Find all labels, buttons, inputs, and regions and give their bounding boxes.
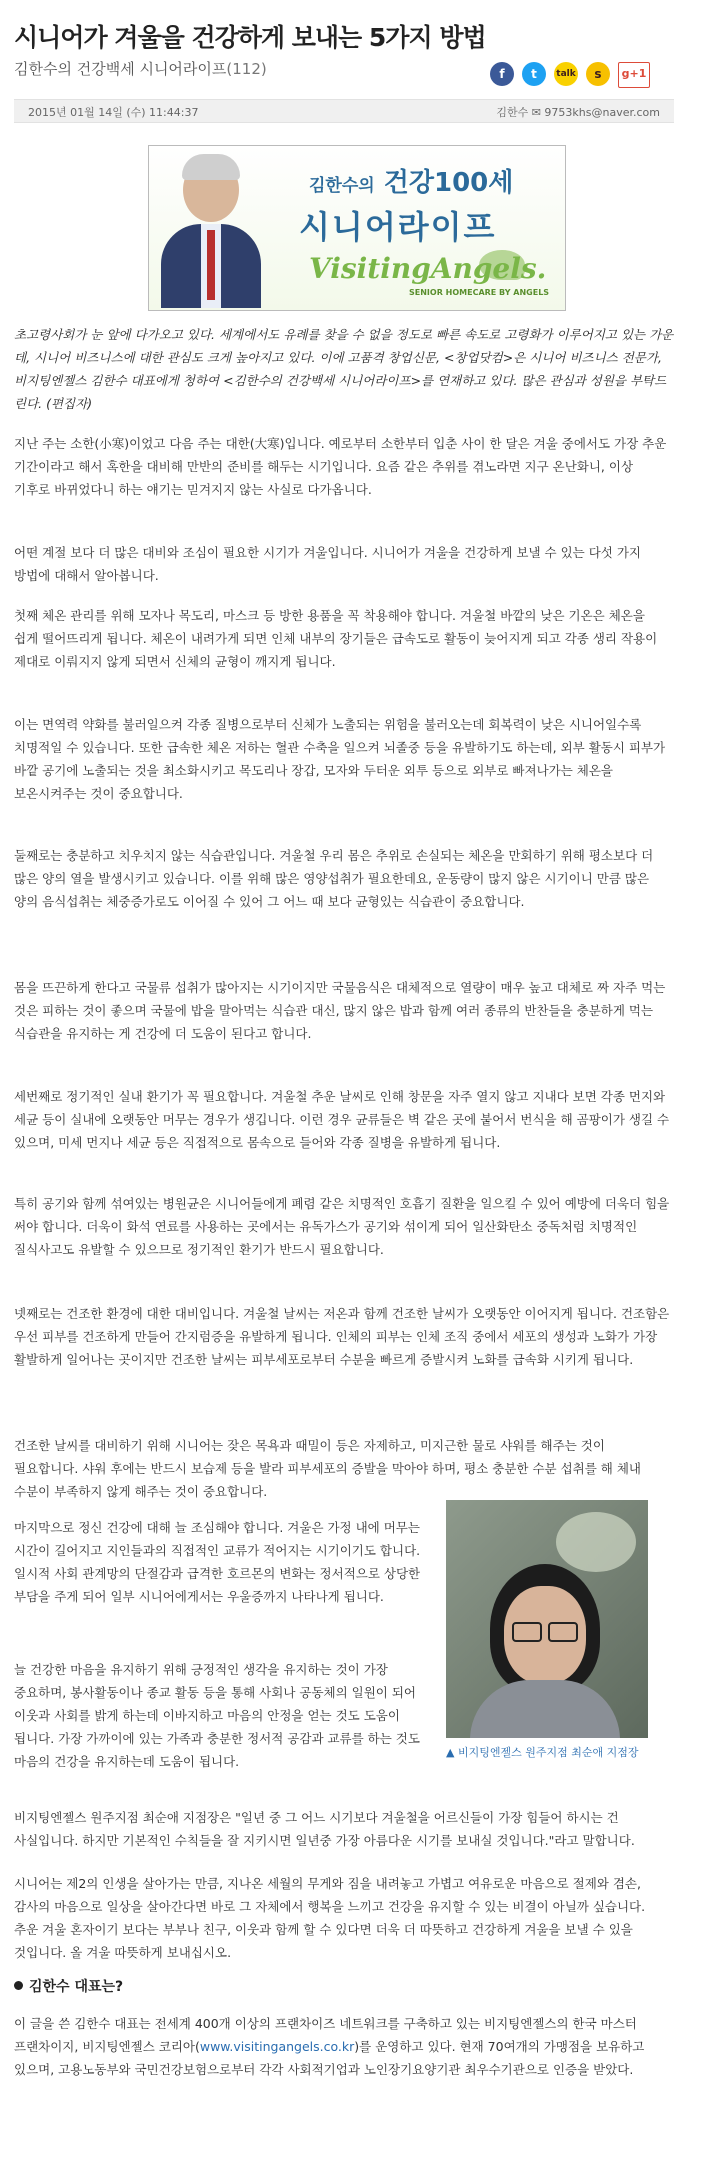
kakaotalk-icon[interactable]: talk [554,62,578,86]
paragraph: 특히 공기와 함께 섞여있는 병원균은 시니어들에게 폐렴 같은 치명적인 호흡기 질환을 일으킬 수 있어 예방에 더욱더 힘을 써야 합니다. 더욱이 화석 연료를 사용하는 곳에서는 유독가스가 공기와 섞이게 되어 일산화탄소 중독처럼 치명적인 질식사고도 유발할 수 있으므로 정기적인 환기가 반드시 필요합니다. [14,1196,670,1257]
paragraph: 마지막으로 정신 건강에 대해 늘 조심해야 합니다. 겨울은 가정 내에 머무는 시간이 길어지고 지인들과의 직접적인 교류가 적어지는 시기이기도 합니다. 일시적 사회 관계망의 단절감과 급격한 호르몬의 변화는 정서적으로 상당한 부담을 주게 되어 일부 시니어에게서는 우울증까지 나타나게 됩니다. [14,1520,421,1604]
paragraph: 넷째로는 건조한 환경에 대한 대비입니다. 겨울철 날씨는 저온과 함께 건조한 날씨가 오랫동안 이어지게 됩니다. 건조함은 우선 피부를 건조하게 만들어 간지럼증을 유발하게 됩니다. 인체의 피부는 인체 조직 중에서 세포의 생성과 노화가 가장 활발하게 일어나는 곳이지만 건조한 날씨는 피부세포로부터 수분을 빠르게 증발시켜 노화를 급속화 시키게 됩니다. [14,1306,670,1367]
banner-brand-sub: SENIOR HOMECARE BY ANGELS [409,288,550,297]
article-title: 시니어가 겨울을 건강하게 보내는 5가지 방법 [14,23,486,52]
twitter-icon[interactable]: t [522,62,546,86]
article-author[interactable]: 김한수 ✉ 9753khs@naver.com [496,106,660,119]
visitingangels-link[interactable]: www.visitingangels.co.kr [199,2039,355,2054]
author-portrait [155,150,265,306]
paragraph: 몸을 뜨끈하게 한다고 국물류 섭취가 많아지는 시기이지만 국물음식은 대체적으로 열량이 매우 높고 대체로 짜 자주 먹는 것은 피하는 것이 좋으며 국물에 밥을 말아먹는 식습관 대신, 많지 않은 밥과 함께 여러 종류의 반찬들을 충분하게 먹는 식습관을 유지하는 게 건강에 더 도움이 된다고 합니다. [14,980,666,1041]
paragraph: 둘째로는 충분하고 치우치지 않는 식습관입니다. 겨울철 우리 몸은 추위로 손실되는 체온을 만회하기 위해 평소보다 더 많은 양의 열을 발생시키고 있습니다. 이를 위해 많은 영양섭취가 필요한데요, 운동량이 많지 않은 시기이니 만큼 많은 양의 음식섭취는 체중증가로도 이어질 수 있어 그 어느 때 보다 균형있는 식습관이 중요합니다. [14,848,654,909]
article-series [14,58,267,79]
facebook-icon[interactable]: f [490,62,514,86]
profile-heading: 김한수 대표는? [14,1976,123,1996]
article-meta [14,99,674,123]
paragraph: 세번째로 정기적인 실내 환기가 꼭 필요합니다. 겨울철 추운 날씨로 인해 창문을 자주 열지 않고 지내다 보면 각종 먼지와 세균 등이 실내에 오랫동안 머무는 경우가 생깁니다. 이런 경우 균류들은 벽 같은 곳에 붙어서 번식을 해 곰팡이가 생길 수 있으며, 미세 먼지나 세균 등은 직접적으로 몸속으로 들어와 각종 질병을 유발하게 됩니다. [14,1089,670,1150]
profile-text: 이 글을 쓴 김한수 대표는 전세계 400개 이상의 프랜차이즈 네트워크를 구축하고 있는 비지팅엔젤스의 한국 마스터 프랜차이지, 비지팅엔젤스 코리아(www.visitingangels.co.kr)를 운영하고 있다. 현재 70여개의 가맹점을 보유하고 있으며, 고용노동부와 국민건강보험으로부터 각각 사회적기업과 노인장기요양기관 최우수기관으로 인증을 받았다. [14,2016,645,2077]
paragraph: 첫째 체온 관리를 위해 모자나 목도리, 마스크 등 방한 용품을 꼭 착용해야 합니다. 겨울철 바깥의 낮은 기온은 체온을 쉽게 떨어뜨리게 됩니다. 체온이 내려가게 되면 인체 내부의 장기들은 급속도로 활동이 늦어지게 되고 각종 생리 작용이 제대로 이뤄지지 않게 되면서 신체의 균형이 깨지게 됩니다. [14,608,658,669]
kakaostory-icon[interactable]: s [586,62,610,86]
bullet-icon [14,1981,23,1990]
paragraph: 건조한 날씨를 대비하기 위해 시니어는 잦은 목욕과 때밀이 등은 자제하고, 미지근한 물로 샤워를 해주는 것이 필요합니다. 샤워 후에는 반드시 보습제 등을 발라 피부세포의 증발을 막아야 하며, 평소 충분한 수분 섭취를 해 체내 수분이 부족하지 않게 해주는 것이 중요합니다. [14,1438,641,1499]
googleplus-icon[interactable]: g+1 [618,62,650,88]
series-name[interactable]: 김한수의 건강백세 시니어라이프 [14,60,227,78]
paragraph: 이는 면역력 약화를 불러일으켜 각종 질병으로부터 신체가 노출되는 위험을 불러오는데 회복력이 낮은 시니어일수록 치명적일 수 있습니다. 또한 급속한 체온 저하는 혈관 수축을 일으켜 뇌졸중 등을 유발하기도 하는데, 외부 활동시 피부가 바깥 공기에 노출되는 것을 최소화시키고 목도리나 장갑, 모자와 두터운 외투 등으로 외부로 빠져나가는 체온을 보온시켜주는 것이 중요합니다. [14,717,666,801]
series-count: (112) [226,60,267,78]
banner-line1: 김한수의 건강100세 [309,168,514,198]
paragraph: 비지팅엔젤스 원주지점 최순애 지점장은 "일년 중 그 어느 시기보다 겨울철을 어르신들이 가장 힘들어 하시는 건 사실입니다. 하지만 기본적인 수칙들을 잘 지키시면 일년중 가장 아름다운 시기를 보내실 것입니다."라고 말합니다. [14,1810,635,1848]
photo-caption: ▲ 비지팅엔젤스 원주지점 최순애 지점장 [446,1746,639,1759]
article-date: 2015년 01월 14일 (수) 11:44:37 [28,106,199,119]
share-bar [490,62,650,86]
paragraph: 늘 건강한 마음을 유지하기 위해 긍정적인 생각을 유지하는 것이 가장 중요하며, 봉사활동이나 종교 활동 등을 통해 사회나 공동체의 일원이 되어 이웃과 사회를 밝게 하는데 이바지하고 마음의 안정을 얻는 것도 도움이 됩니다. 가장 가까이에 있는 가족과 충분한 정서적 공감과 교류를 하는 것도 마음의 건강을 유지하는데 도움이 됩니다. [14,1662,420,1769]
banner-line2: 시니어라이프 [299,208,497,246]
banner-brand: VisitingAngels. [309,252,547,285]
editor-intro: 초고령사회가 눈 앞에 다가오고 있다. 세계에서도 유례를 찾을 수 없을 정도로 빠른 속도로 고령화가 이루어지고 있는 가운데, 시니어 비즈니스에 대한 관심도 크게 높아지고 있다. 이에 고품격 창업신문, <창업닷컴>은 시니어 비즈니스 전문가, 비지팅엔젤스 김한수 대표에게 청하여 <김한수의 건강백세 시니어라이프>를 연재하고 있다. 많은 관심과 성원을 부탁드린다. (편집자) [14,327,674,411]
branch-manager-photo [446,1500,648,1738]
column-banner [148,145,566,311]
paragraph: 시니어는 제2의 인생을 살아가는 만큼, 지나온 세월의 무게와 짐을 내려놓고 가볍고 여유로운 마음으로 절제와 겸손, 감사의 마음으로 일상을 살아간다면 바로 그 자체에서 행복을 느끼고 건강을 유지할 수 있는 비결이 아닐까 싶습니다. 추운 겨울 혼자이기 보다는 부부나 친구, 이웃과 함께 할 수 있다면 더욱 더 따뜻하고 건강하게 겨울을 보낼 수 있을 것입니다. 올 겨울 따뜻하게 보내십시오. [14,1876,646,1960]
paragraph: 지난 주는 소한(小寒)이었고 다음 주는 대한(大寒)입니다. 예로부터 소한부터 입춘 사이 한 달은 겨울 중에서도 가장 추운 기간이라고 해서 혹한을 대비해 만반의 준비를 해두는 시기입니다. 요즘 같은 추위를 겪노라면 지구 온난화니, 이상 기후로 바뀌었다니 하는 얘기는 믿겨지지 않는 사실로 다가옵니다. [14,436,667,497]
paragraph: 어떤 계절 보다 더 많은 대비와 조심이 필요한 시기가 겨울입니다. 시니어가 겨울을 건강하게 보낼 수 있는 다섯 가지 방법에 대해서 알아봅니다. [14,545,641,583]
